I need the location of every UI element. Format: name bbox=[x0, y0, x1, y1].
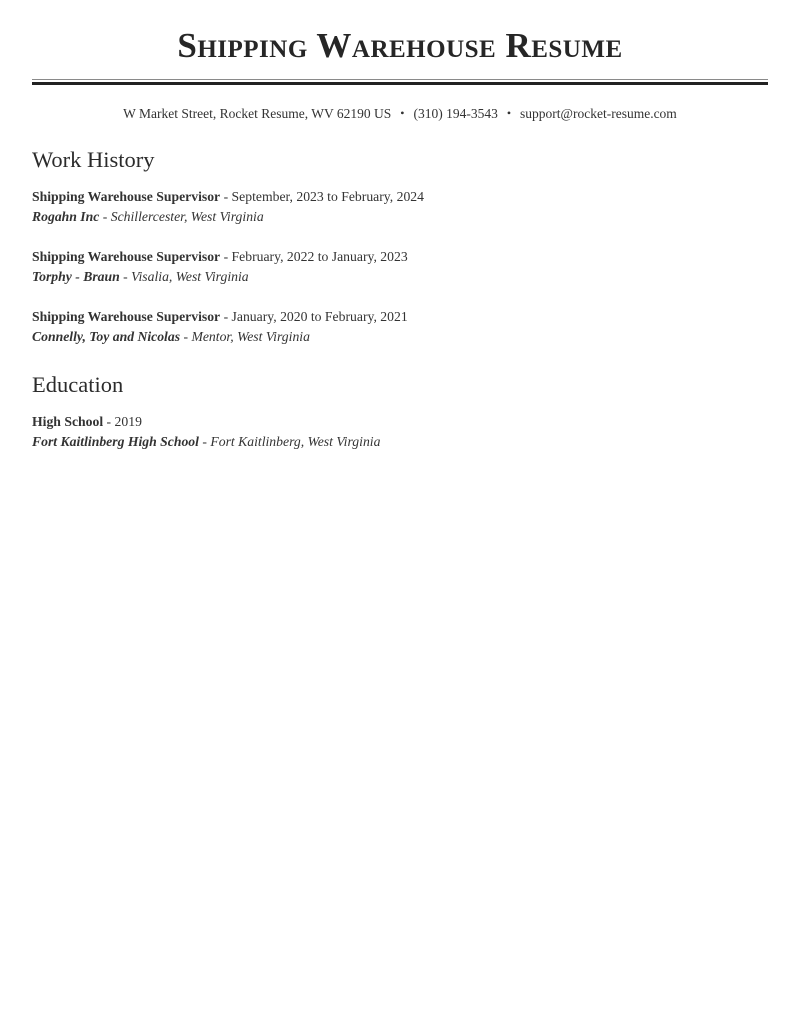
job-title: Shipping Warehouse Supervisor bbox=[32, 309, 221, 324]
work-entry-title-line bbox=[32, 307, 768, 327]
contact-address: W Market Street, Rocket Resume, WV 62190 US bbox=[123, 106, 392, 121]
dash-separator: - bbox=[106, 414, 112, 429]
company-location: Schillercester, West Virginia bbox=[110, 209, 264, 224]
contact-bullet-separator: • bbox=[506, 106, 512, 120]
education-degree-line bbox=[32, 412, 768, 432]
work-history-heading: Work History bbox=[32, 147, 155, 172]
work-entry bbox=[32, 307, 768, 347]
job-title: Shipping Warehouse Supervisor bbox=[32, 249, 221, 264]
company-location: Mentor, West Virginia bbox=[191, 329, 310, 344]
title-divider-rule bbox=[32, 79, 768, 85]
work-entry-company-line bbox=[32, 207, 768, 227]
dash-separator: - bbox=[202, 434, 207, 449]
contact-line bbox=[32, 106, 768, 122]
degree-name: High School bbox=[32, 414, 104, 429]
degree-dates: 2019 bbox=[114, 414, 142, 429]
document-title: Shipping Warehouse Resume bbox=[177, 26, 623, 65]
contact-email: support@rocket-resume.com bbox=[520, 106, 677, 121]
job-dates: September, 2023 to February, 2024 bbox=[231, 189, 424, 204]
education-entry bbox=[32, 412, 768, 452]
work-entry bbox=[32, 247, 768, 287]
dash-separator: - bbox=[102, 209, 108, 224]
work-entry-company-line bbox=[32, 327, 768, 347]
school-name: Fort Kaitlinberg High School bbox=[32, 434, 199, 449]
job-dates: February, 2022 to January, 2023 bbox=[231, 249, 408, 264]
job-title: Shipping Warehouse Supervisor bbox=[32, 189, 221, 204]
work-entry-title-line bbox=[32, 187, 768, 207]
company-name: Rogahn Inc bbox=[32, 209, 100, 224]
contact-bullet-separator: • bbox=[400, 106, 405, 120]
company-name: Torphy - Braun bbox=[32, 269, 120, 284]
work-entry bbox=[32, 187, 768, 227]
work-entry-company-line bbox=[32, 267, 768, 287]
dash-separator: - bbox=[223, 189, 229, 204]
dash-separator: - bbox=[183, 329, 189, 344]
company-location: Visalia, West Virginia bbox=[131, 269, 249, 284]
school-location: Fort Kaitlinberg, West Virginia bbox=[210, 434, 381, 449]
education-heading: Education bbox=[32, 372, 124, 397]
dash-separator: - bbox=[223, 249, 229, 264]
company-name: Connelly, Toy and Nicolas bbox=[32, 329, 181, 344]
education-school-line bbox=[32, 432, 768, 452]
dash-separator: - bbox=[223, 309, 229, 324]
work-entry-title-line bbox=[32, 247, 768, 267]
job-dates: January, 2020 to February, 2021 bbox=[231, 309, 408, 324]
dash-separator: - bbox=[123, 269, 128, 284]
contact-phone: (310) 194-3543 bbox=[413, 106, 498, 121]
